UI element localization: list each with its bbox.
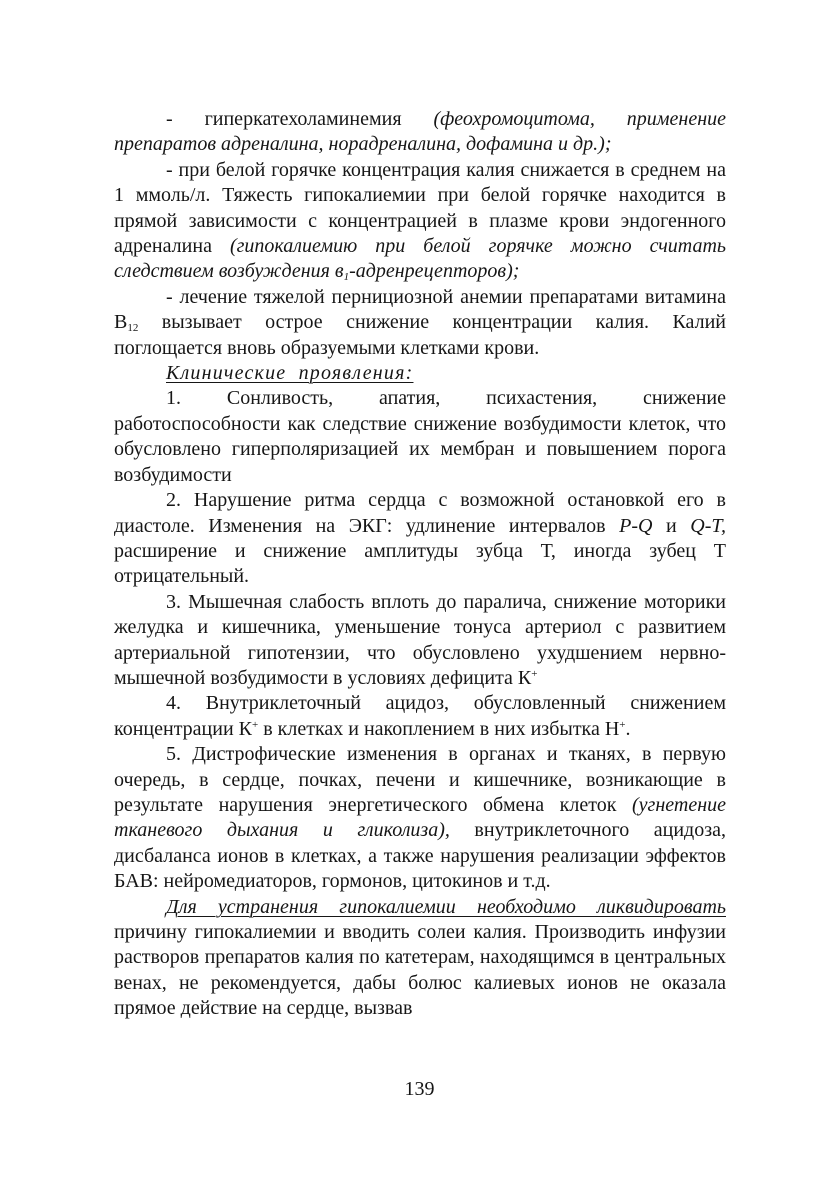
superscript: + [531, 667, 538, 680]
list-item-2 [114, 488, 726, 590]
body-text [114, 107, 726, 1022]
paragraph-treatment [114, 895, 726, 1022]
text-run: - при белой горячке концентрация калия снижается в среднем на 1 ммоль/л. Тяжесть гипокалиемии при белой горячке находится в прямой зависимости с концентрацией в плазме крови эндогенного адреналина [114, 158, 726, 258]
heading-text: Клинические проявления: [166, 362, 414, 385]
paragraph-hypercatecholaminemia [114, 107, 726, 158]
italic-text: (гипокалиемию при белой горячке можно считать следствием возбуждения в [114, 235, 726, 283]
italic-underlined-text-run: Для устранения гипокалиемии необходимо ликвидировать [166, 895, 726, 918]
subscript: 12 [127, 322, 139, 335]
list-item-3 [114, 590, 726, 692]
page-number: 139 [404, 1078, 435, 1100]
paragraph-anemia [114, 285, 726, 361]
subscript: 1 [343, 271, 350, 284]
text-run: внутриклеточного ацидоза, дисбаланса ионов в клетках, а также нарушения реализации эффектов БАВ: нейромедиаторов, гормонов, цитокинов и т.д. [114, 819, 727, 893]
list-item-1 [114, 386, 726, 488]
list-item-5 [114, 742, 726, 894]
text-run: . [625, 717, 631, 740]
text-run: в клетках и накоплением в них избытка Н [258, 717, 620, 740]
superscript: + [252, 718, 259, 731]
text-run: 1. Сонливость, апатия, психастения, снижение работоспособности как следствие снижение возбудимости клеток, что обусловлено гиперполяризацией их мембран и повышением порога возбудимости [114, 387, 726, 486]
text-run: причину гипокалиемии и вводить солеи калия. Производить инфузии растворов препаратов калия по катетерам, находящимся в центральных венах, не рекомендуется, дабы болюс калиевых ионов не оказала прямое действие на сердце, вызвав [114, 921, 726, 1020]
italic-text-run: (угнетение тканевого дыхания и гликолиза), [114, 793, 726, 842]
italic-text-run: (феохромоцитома, применение препаратов адреналина, норадреналина, дофамина и др.); [114, 108, 726, 156]
text-run: и [652, 514, 691, 537]
superscript: + [619, 718, 626, 731]
section-heading [114, 361, 726, 386]
text-run: 3. Мышечная слабость вплоть до паралича, снижение моторики желудка и кишечника, уменьшение тонуса артериол с развитием артериальной гипотензии, что обусловлено ухудшением нервно-мышечной возбудимости в условиях дефицита К [114, 590, 726, 689]
text-run: 5. Дистрофические изменения в органах и тканях, в первую очередь, в сердце, почках, печени и кишечнике, возникающие в результате нарушения энергетического обмена клеток [114, 743, 726, 816]
text-run: вызывает острое снижение концентрации калия. Калий поглощается вновь образуемыми клетками крови. [114, 311, 726, 359]
italic-text: -адренрецепторов); [349, 260, 520, 283]
text-run: 2. Нарушение ритма сердца с возможной остановкой его в диастоле. Изменения на ЭКГ: удлинение интервалов [114, 489, 726, 537]
italic-text-run: Q-T, [690, 514, 726, 537]
text-run: 4. Внутриклеточный ацидоз, обусловленный снижением концентрации К [114, 692, 726, 740]
italic-text-run: P-Q [619, 514, 653, 537]
list-item-4 [114, 691, 726, 742]
paragraph-delirium [114, 158, 726, 285]
text-run: - лечение тяжелой пернициозной анемии препаратами витамина В [114, 285, 726, 334]
text-run: расширение и снижение амплитуды зубца Т, иногда зубец Т отрицательный. [114, 539, 726, 588]
text-run: - гиперкатехоламинемия [166, 108, 434, 130]
